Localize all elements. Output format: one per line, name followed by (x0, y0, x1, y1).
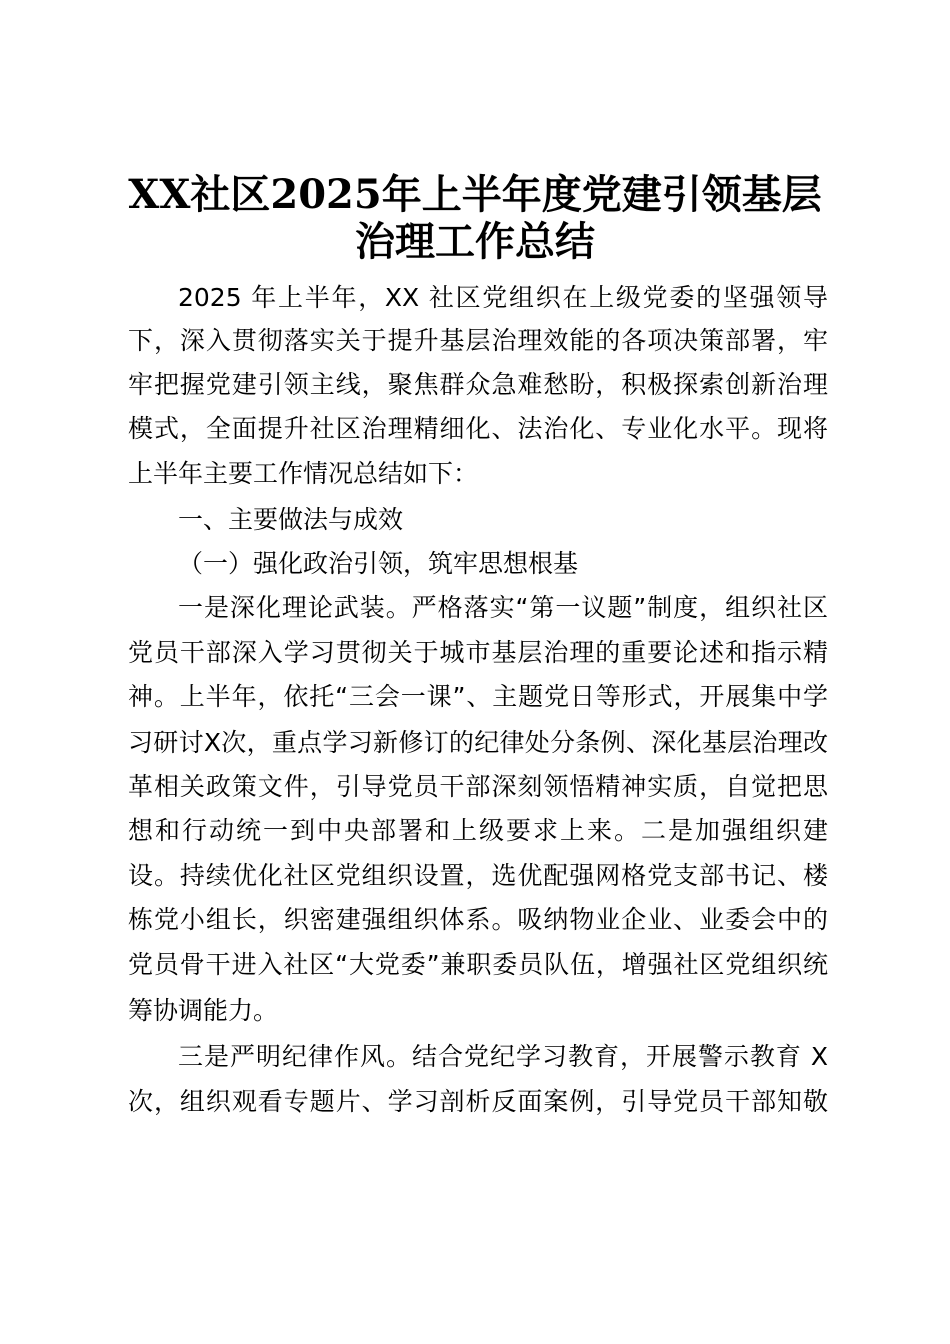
body-line: 栋党小组长，织密建强组织体系。吸纳物业企业、业委会中的 (128, 905, 828, 934)
body-line: 三是严明纪律作风。结合党纪学习教育，开展警示教育 X (178, 1042, 828, 1071)
body-line: 党员干部深入学习贯彻关于城市基层治理的重要论述和指示精 (128, 638, 828, 667)
body-line: 牢把握党建引领主线，聚焦群众急难愁盼，积极探索创新治理 (128, 370, 828, 399)
section-heading: 一、主要做法与成效 (178, 505, 404, 534)
body-line: 模式，全面提升社区治理精细化、法治化、专业化水平。现将 (128, 414, 828, 443)
body-line: 想和行动统一到中央部署和上级要求上来。二是加强组织建 (128, 816, 828, 845)
body-line: 筹协调能力。 (128, 996, 279, 1025)
body-line: 革相关政策文件，引导党员干部深刻领悟精神实质，自觉把思 (128, 772, 828, 801)
body-line: 下，深入贯彻落实关于提升基层治理效能的各项决策部署，牢 (128, 326, 828, 355)
body-line: 一是深化理论武装。严格落实“第一议题”制度，组织社区 (178, 593, 828, 622)
body-line: 习研讨X次，重点学习新修订的纪律处分条例、深化基层治理改 (128, 728, 828, 757)
document-title-line-1: XX社区2025年上半年度党建引领基层 (128, 171, 822, 218)
body-line: 设。持续优化社区党组织设置，选优配强网格党支部书记、楼 (128, 861, 828, 890)
body-line: 次，组织观看专题片、学习剖析反面案例，引导党员干部知敬 (128, 1087, 828, 1116)
body-line: 2025 年上半年，XX 社区党组织在上级党委的坚强领导 (178, 283, 828, 312)
body-line: 神。上半年，依托“三会一课”、主题党日等形式，开展集中学 (128, 682, 828, 711)
subsection-heading: （一）强化政治引领，筑牢思想根基 (178, 549, 579, 578)
document-title-line-2: 治理工作总结 (355, 218, 595, 265)
body-line: 党员骨干进入社区“大党委”兼职委员队伍，增强社区党组织统 (128, 950, 828, 979)
body-line: 上半年主要工作情况总结如下： (128, 459, 479, 488)
